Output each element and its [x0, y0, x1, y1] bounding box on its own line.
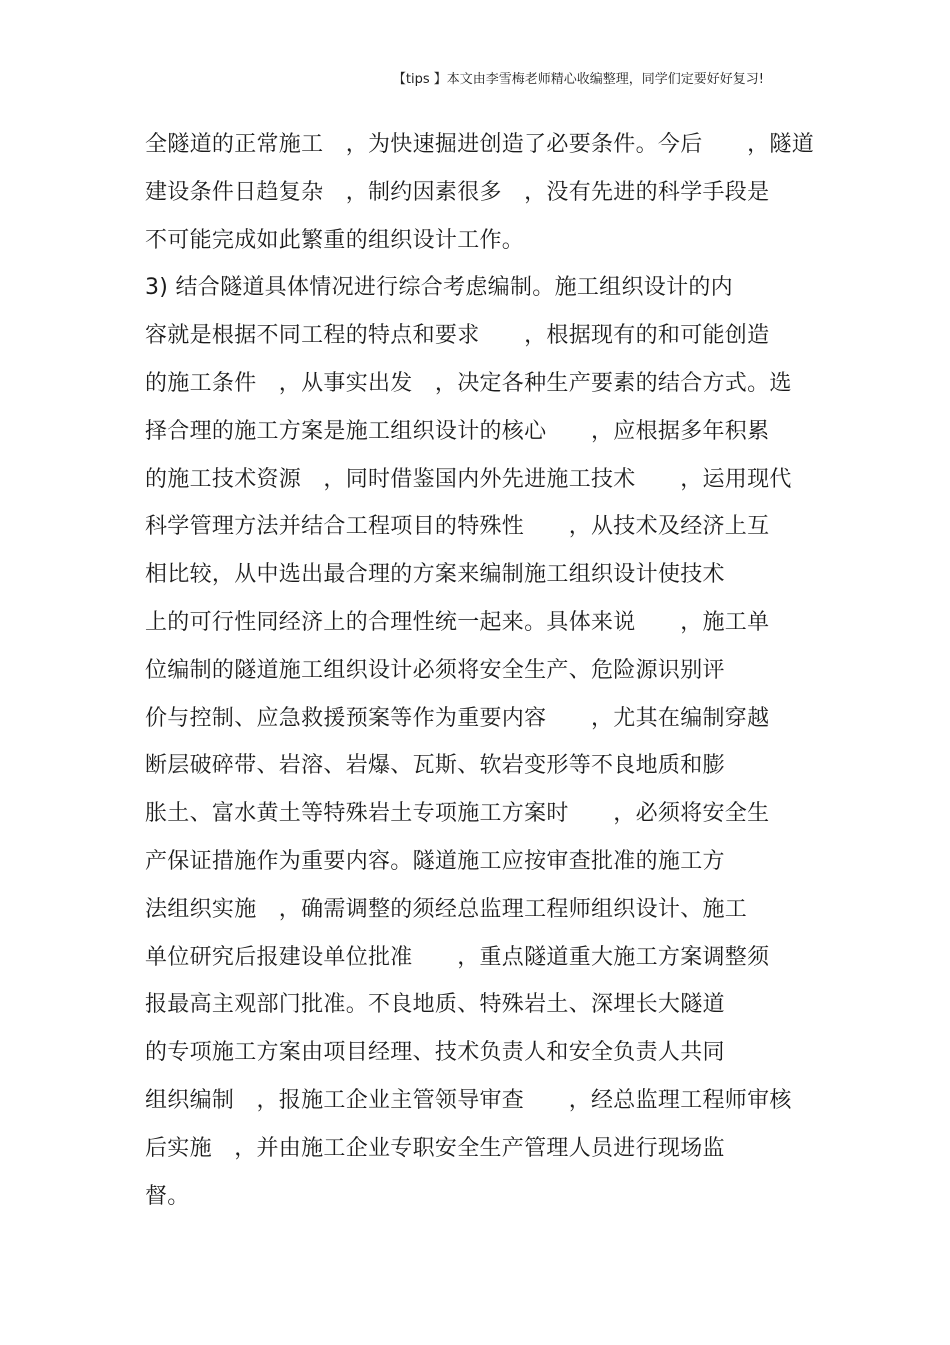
text-line: 单位研究后报建设单位批准 ，重点隧道重大施工方案调整须 — [145, 944, 770, 970]
text-line: 位编制的隧道施工组织设计必须将安全生产、危险源识别评 — [145, 657, 725, 683]
text-line: 断层破碎带、岩溶、岩爆、瓦斯、软岩变形等不良地质和膨 — [145, 753, 725, 779]
text-line: 择合理的施工方案是施工组织设计的核心 ，应根据多年积累 — [145, 418, 770, 444]
text-line: 督。 — [145, 1183, 190, 1209]
text-line: 报最高主观部门批准。不良地质、特殊岩土、深埋长大隧道 — [145, 992, 725, 1018]
text-line: 胀土、富水黄土等特殊岩土专项施工方案时 ，必须将安全生 — [145, 801, 770, 827]
text-line: 的施工条件 ，从事实出发 ，决定各种生产要素的结合方式。选 — [145, 370, 792, 396]
text-line: 上的可行性同经济上的合理性统一起来。具体来说 ，施工单 — [145, 609, 770, 635]
text-line: 科学管理方法并结合工程项目的特殊性 ，从技术及经济上互 — [145, 514, 770, 540]
text-line: 法组织实施 ，确需调整的须经总监理工程师组织设计、施工 — [145, 896, 748, 922]
text-line: 的施工技术资源 ，同时借鉴国内外先进施工技术 ，运用现代 — [145, 466, 792, 492]
text-line: 容就是根据不同工程的特点和要求 ，根据现有的和可能创造 — [145, 323, 770, 349]
text-line: 组织编制 ，报施工企业主管领导审查 ，经总监理工程师审核 — [145, 1087, 792, 1113]
text-line: 不可能完成如此繁重的组织设计工作。 — [145, 227, 525, 253]
text-line: 全隧道的正常施工 ，为快速掘进创造了必要条件。今后 ，隧道 — [145, 132, 815, 157]
text-line: 产保证措施作为重要内容。隧道施工应按审查批准的施工方 — [145, 848, 725, 874]
text-line: 价与控制、应急救援预案等作为重要内容 ，尤其在编制穿越 — [145, 705, 770, 731]
text-line: 3) 结合隧道具体情况进行综合考虑编制。施工组织设计的内 — [145, 275, 733, 301]
text-line: 相比较，从中选出最合理的方案来编制施工组织设计使技术 — [145, 562, 725, 588]
text-line: 的专项施工方案由项目经理、技术负责人和安全负责人共同 — [145, 1040, 725, 1066]
body-text — [145, 128, 845, 1227]
text-line: 建设条件日趋复杂 ，制约因素很多 ，没有先进的科学手段是 — [145, 179, 770, 205]
text-line: 后实施 ，并由施工企业专职安全生产管理人员进行现场监 — [145, 1135, 725, 1161]
header-tip: 【tips 】本文由李雪梅老师精心收编整理，同学们定要好好复习! — [392, 72, 764, 87]
